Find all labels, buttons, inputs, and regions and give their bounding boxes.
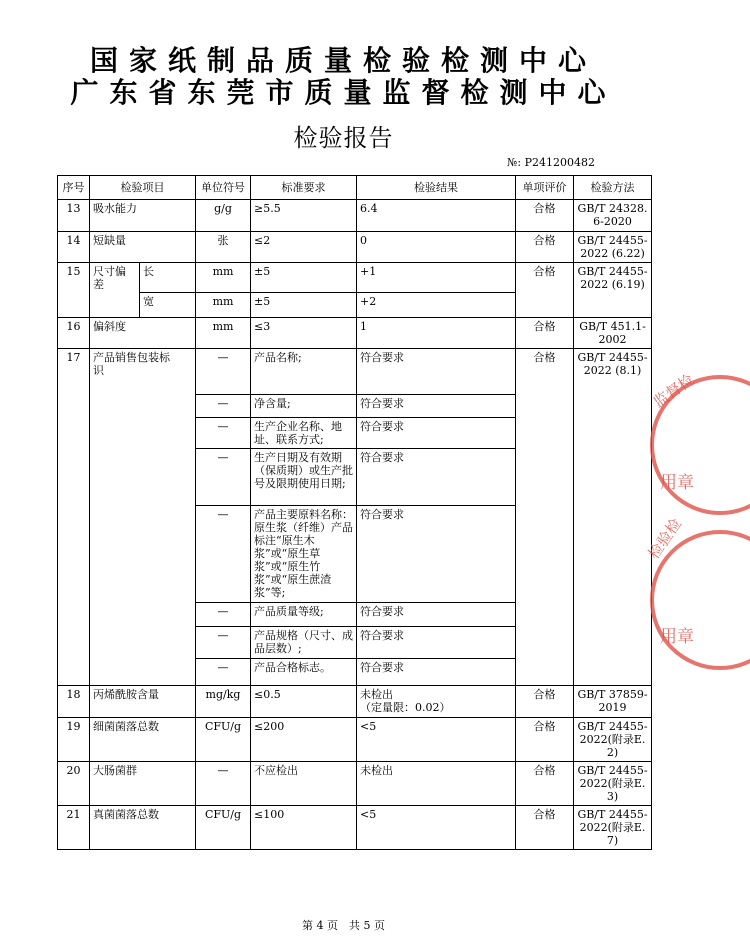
- row-method: GB/T 24455-2022 (6.22): [574, 232, 652, 263]
- row-evaluation: 合格: [516, 263, 574, 318]
- row-result: <5: [357, 718, 516, 762]
- row-evaluation: 合格: [516, 806, 574, 850]
- row-unit: —: [196, 395, 251, 418]
- row-unit: —: [196, 627, 251, 659]
- table-row: [58, 318, 652, 349]
- row-no: 13: [58, 200, 90, 232]
- row-evaluation: 合格: [516, 200, 574, 232]
- row-result: 符合要求: [357, 627, 516, 659]
- table-row: [58, 686, 652, 718]
- row-no: 21: [58, 806, 90, 850]
- row-method: GB/T 24455-2022 (8.1): [574, 349, 652, 686]
- row-no: 18: [58, 686, 90, 718]
- row-unit: mm: [196, 293, 251, 318]
- report-title: 检验报告: [293, 124, 394, 152]
- row-result: 符合要求: [357, 395, 516, 418]
- col-header-evaluation: 单项评价: [516, 176, 574, 200]
- row-result: +2: [357, 293, 516, 318]
- row-item: 吸水能力: [90, 200, 196, 232]
- row-result: 6.4: [357, 200, 516, 232]
- row-evaluation: 合格: [516, 349, 574, 686]
- row-result: 符合要求: [357, 418, 516, 449]
- row-no: 20: [58, 762, 90, 806]
- seal-text-4: 用章: [660, 627, 694, 647]
- seal-ring-lower: [652, 532, 750, 668]
- row-method: GB/T 24455-2022 (6.19): [574, 263, 652, 318]
- col-header-unit: 单位符号: [196, 176, 251, 200]
- row-requirement: 产品主要原料名称：原生浆（纤维）产品标注“原生木浆”或“原生草浆”或“原生竹浆”或“原生蔗渣浆”等;: [251, 506, 357, 603]
- row-evaluation: 合格: [516, 718, 574, 762]
- row-evaluation: 合格: [516, 318, 574, 349]
- row-unit: —: [196, 506, 251, 603]
- row-requirement: 产品名称;: [251, 349, 357, 395]
- inspection-table: [57, 175, 652, 850]
- official-seal-stamp: [640, 370, 750, 700]
- org-name-line-2: 广东省东莞市质量监督检测中心: [70, 76, 617, 109]
- col-header-item: 检验项目: [90, 176, 196, 200]
- row-subitem-length: 长: [140, 263, 196, 293]
- row-no: 19: [58, 718, 90, 762]
- row-result: 符合要求: [357, 506, 516, 603]
- row-result: 符合要求: [357, 659, 516, 686]
- row-method: GB/T 24328.6-2020: [574, 200, 652, 232]
- row-requirement: 不应检出: [251, 762, 357, 806]
- row-result: +1: [357, 263, 516, 293]
- row-requirement: 生产日期及有效期（保质期）或生产批号及限期使用日期;: [251, 449, 357, 506]
- table-row: [58, 718, 652, 762]
- row-result: 符合要求: [357, 349, 516, 395]
- row-requirement: ≥5.5: [251, 200, 357, 232]
- row-method: GB/T 24455-2022(附录E.2): [574, 718, 652, 762]
- row-result-note: （定量限：0.02）: [360, 701, 451, 714]
- row-result: 符合要求: [357, 603, 516, 627]
- row-requirement: ≤0.5: [251, 686, 357, 718]
- row-requirement: ≤2: [251, 232, 357, 263]
- row-item: 细菌菌落总数: [90, 718, 196, 762]
- row-result: 0: [357, 232, 516, 263]
- report-number: №: P241200482: [507, 156, 595, 169]
- org-name-line-1: 国家纸制品质量检验检测中心: [89, 44, 597, 77]
- row-requirement: 产品质量等级;: [251, 603, 357, 627]
- table-row: [58, 349, 652, 395]
- row-unit: —: [196, 603, 251, 627]
- row-no: 14: [58, 232, 90, 263]
- row-unit: —: [196, 659, 251, 686]
- row-result-main: 未检出: [360, 688, 393, 701]
- page-number: 第 4 页 共 5 页: [302, 919, 385, 932]
- table-row: [58, 806, 652, 850]
- row-unit: mm: [196, 318, 251, 349]
- row-requirement: ≤3: [251, 318, 357, 349]
- seal-text-1: 监督检: [649, 370, 698, 412]
- row-requirement: ±5: [251, 263, 357, 293]
- row-result: <5: [357, 806, 516, 850]
- row-method: GB/T 37859-2019: [574, 686, 652, 718]
- row-requirement: 净含量;: [251, 395, 357, 418]
- row-unit: mm: [196, 263, 251, 293]
- row-result: [357, 686, 516, 718]
- row-method: GB/T 24455-2022(附录E.3): [574, 762, 652, 806]
- col-header-method: 检验方法: [574, 176, 652, 200]
- row-unit: mg/kg: [196, 686, 251, 718]
- seal-text-2: 用章: [660, 473, 694, 493]
- row-item: 产品销售包装标识: [90, 349, 196, 686]
- row-unit: CFU/g: [196, 806, 251, 850]
- table-header-row: [58, 176, 652, 200]
- row-requirement: ±5: [251, 293, 357, 318]
- row-result: 符合要求: [357, 449, 516, 506]
- row-unit: —: [196, 762, 251, 806]
- table-row: [58, 232, 652, 263]
- row-unit: CFU/g: [196, 718, 251, 762]
- row-unit: —: [196, 449, 251, 506]
- row-evaluation: 合格: [516, 762, 574, 806]
- col-header-requirement: 标准要求: [251, 176, 357, 200]
- row-unit: g/g: [196, 200, 251, 232]
- row-unit: —: [196, 349, 251, 395]
- row-requirement: 生产企业名称、地址、联系方式;: [251, 418, 357, 449]
- row-item: 短缺量: [90, 232, 196, 263]
- table-row: [58, 263, 652, 293]
- row-item: 丙烯酰胺含量: [90, 686, 196, 718]
- row-item: 偏斜度: [90, 318, 196, 349]
- row-item: 真菌菌落总数: [90, 806, 196, 850]
- row-no: 16: [58, 318, 90, 349]
- row-requirement: ≤100: [251, 806, 357, 850]
- row-requirement: 产品合格标志。: [251, 659, 357, 686]
- row-result: 未检出: [357, 762, 516, 806]
- row-evaluation: 合格: [516, 686, 574, 718]
- table-row: [58, 762, 652, 806]
- row-unit: 张: [196, 232, 251, 263]
- row-method: GB/T 24455-2022(附录E.7): [574, 806, 652, 850]
- table-row: [58, 200, 652, 232]
- row-item: 尺寸偏差: [90, 263, 140, 318]
- row-method: GB/T 451.1-2002: [574, 318, 652, 349]
- row-evaluation: 合格: [516, 232, 574, 263]
- row-item: 大肠菌群: [90, 762, 196, 806]
- seal-text-3: 检验检: [644, 515, 686, 563]
- row-no: 17: [58, 349, 90, 686]
- row-subitem-width: 宽: [140, 293, 196, 318]
- col-header-no: 序号: [58, 176, 90, 200]
- col-header-result: 检验结果: [357, 176, 516, 200]
- row-requirement: 产品规格（尺寸、成品层数）;: [251, 627, 357, 659]
- row-result: 1: [357, 318, 516, 349]
- row-no: 15: [58, 263, 90, 318]
- row-requirement: ≤200: [251, 718, 357, 762]
- row-unit: —: [196, 418, 251, 449]
